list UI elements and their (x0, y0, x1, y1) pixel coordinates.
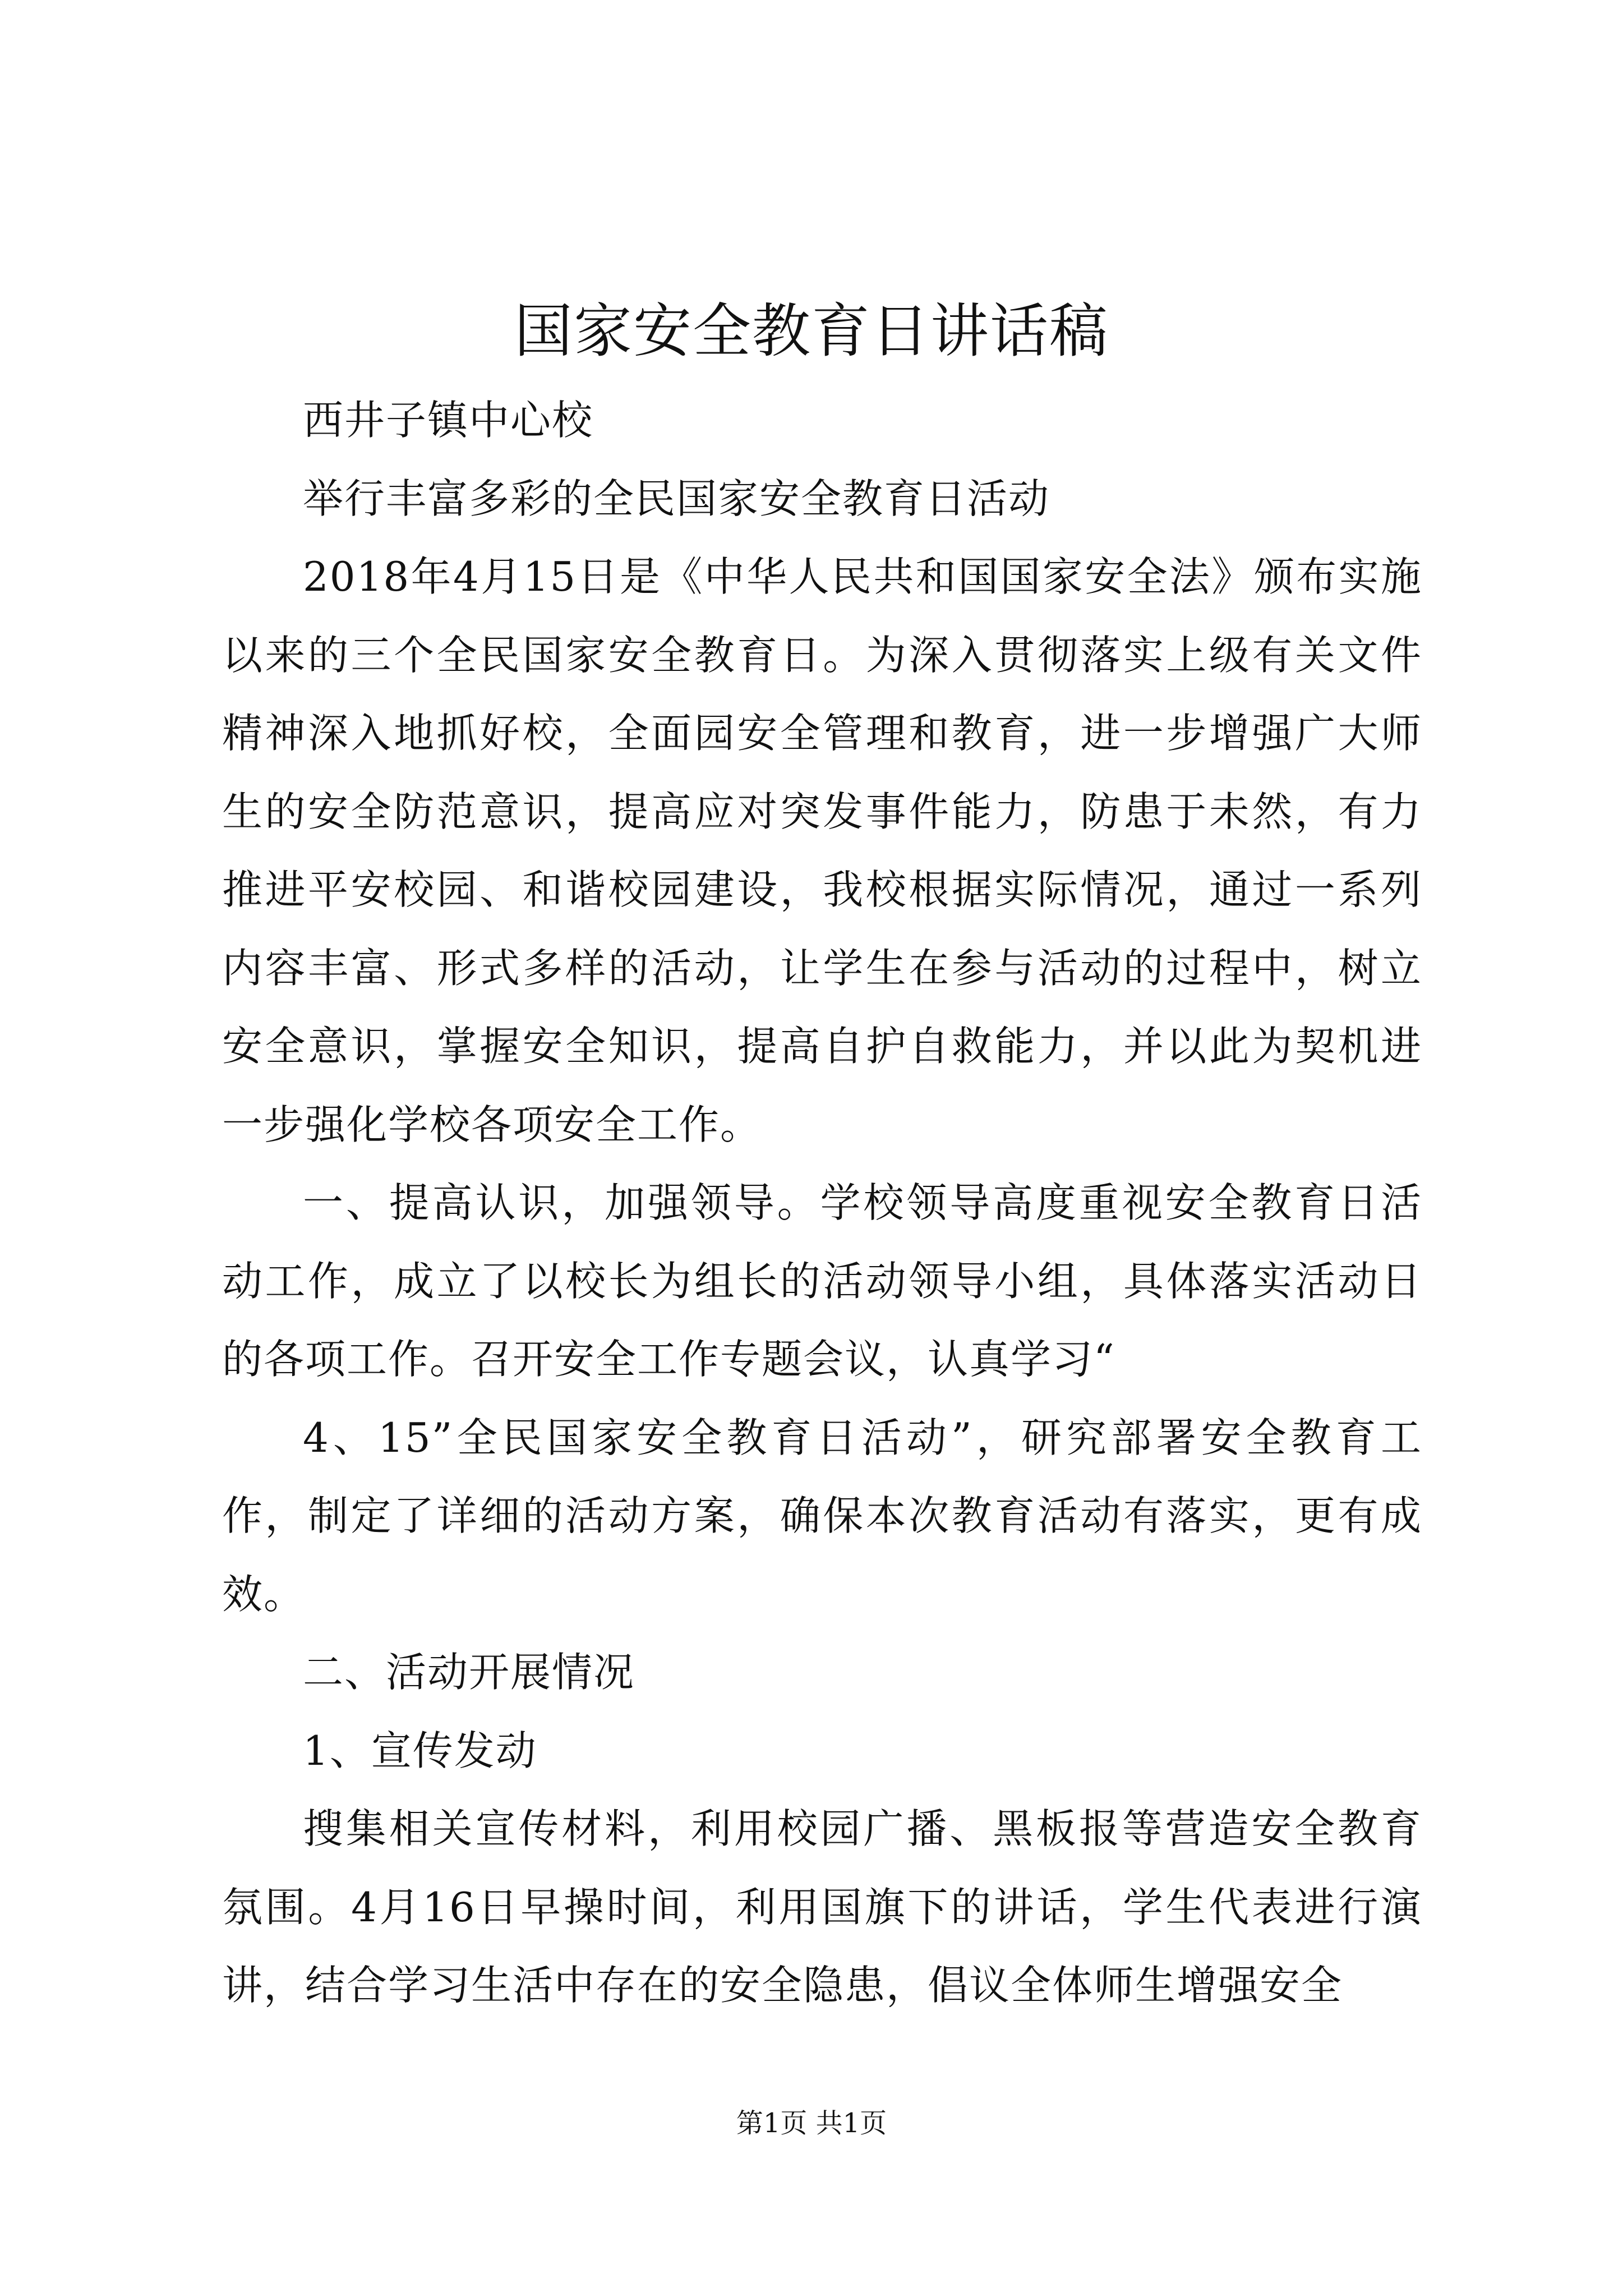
paragraph-publicity: 搜集相关宣传材料，利用校园广播、黑板报等营造安全教育氛围。4月16日早操时间，利用国旗下的讲话，学生代表进行演讲，结合学习生活中存在的安全隐患，倡议全体师生增强安全 (222, 1805, 1422, 2009)
paragraph-school-name: 西井子镇中心校 (303, 397, 594, 444)
paragraph-subsection-heading: 1、宣传发动 (303, 1727, 537, 1774)
page-footer: 第1页 共1页 (736, 2108, 887, 2139)
paragraph-subtitle: 举行丰富多彩的全民国家安全教育日活动 (303, 475, 1050, 522)
document-title: 国家安全教育日讲话稿 (514, 297, 1109, 365)
paragraph-intro: 2018年4月15日是《中华人民共和国国家安全法》颁布实施以来的三个全民国家安全教育日。为深入贯彻落实上级有关文件精神深入地抓好校，全面园安全管理和教育，进一步增强广大师生的安全防范意识，提高应对突发事件能力，防患于未然，有力推进平安校园、和谐校园建设，我校根据实际情况，通过一系列内容丰富、形式多样的活动，让学生在参与活动的过程中，树立安全意识，掌握安全知识，提高自护自救能力，并以此为契机进一步强化学校各项安全工作。 (222, 553, 1422, 1148)
document-body (222, 381, 1422, 2025)
paragraph-section-two-heading: 二、活动开展情况 (303, 1649, 635, 1696)
paragraph-section-one: 一、提高认识，加强领导。学校领导高度重视安全教育日活动工作，成立了以校长为组长的活动领导小组，具体落实活动日的各项工作。召开安全工作专题会议，认真学习“ (222, 1179, 1422, 1383)
paragraph-section-one-continued: 4、15”全民国家安全教育日活动”，研究部署安全教育工作，制定了详细的活动方案，确保本次教育活动有落实，更有成效。 (222, 1414, 1422, 1618)
